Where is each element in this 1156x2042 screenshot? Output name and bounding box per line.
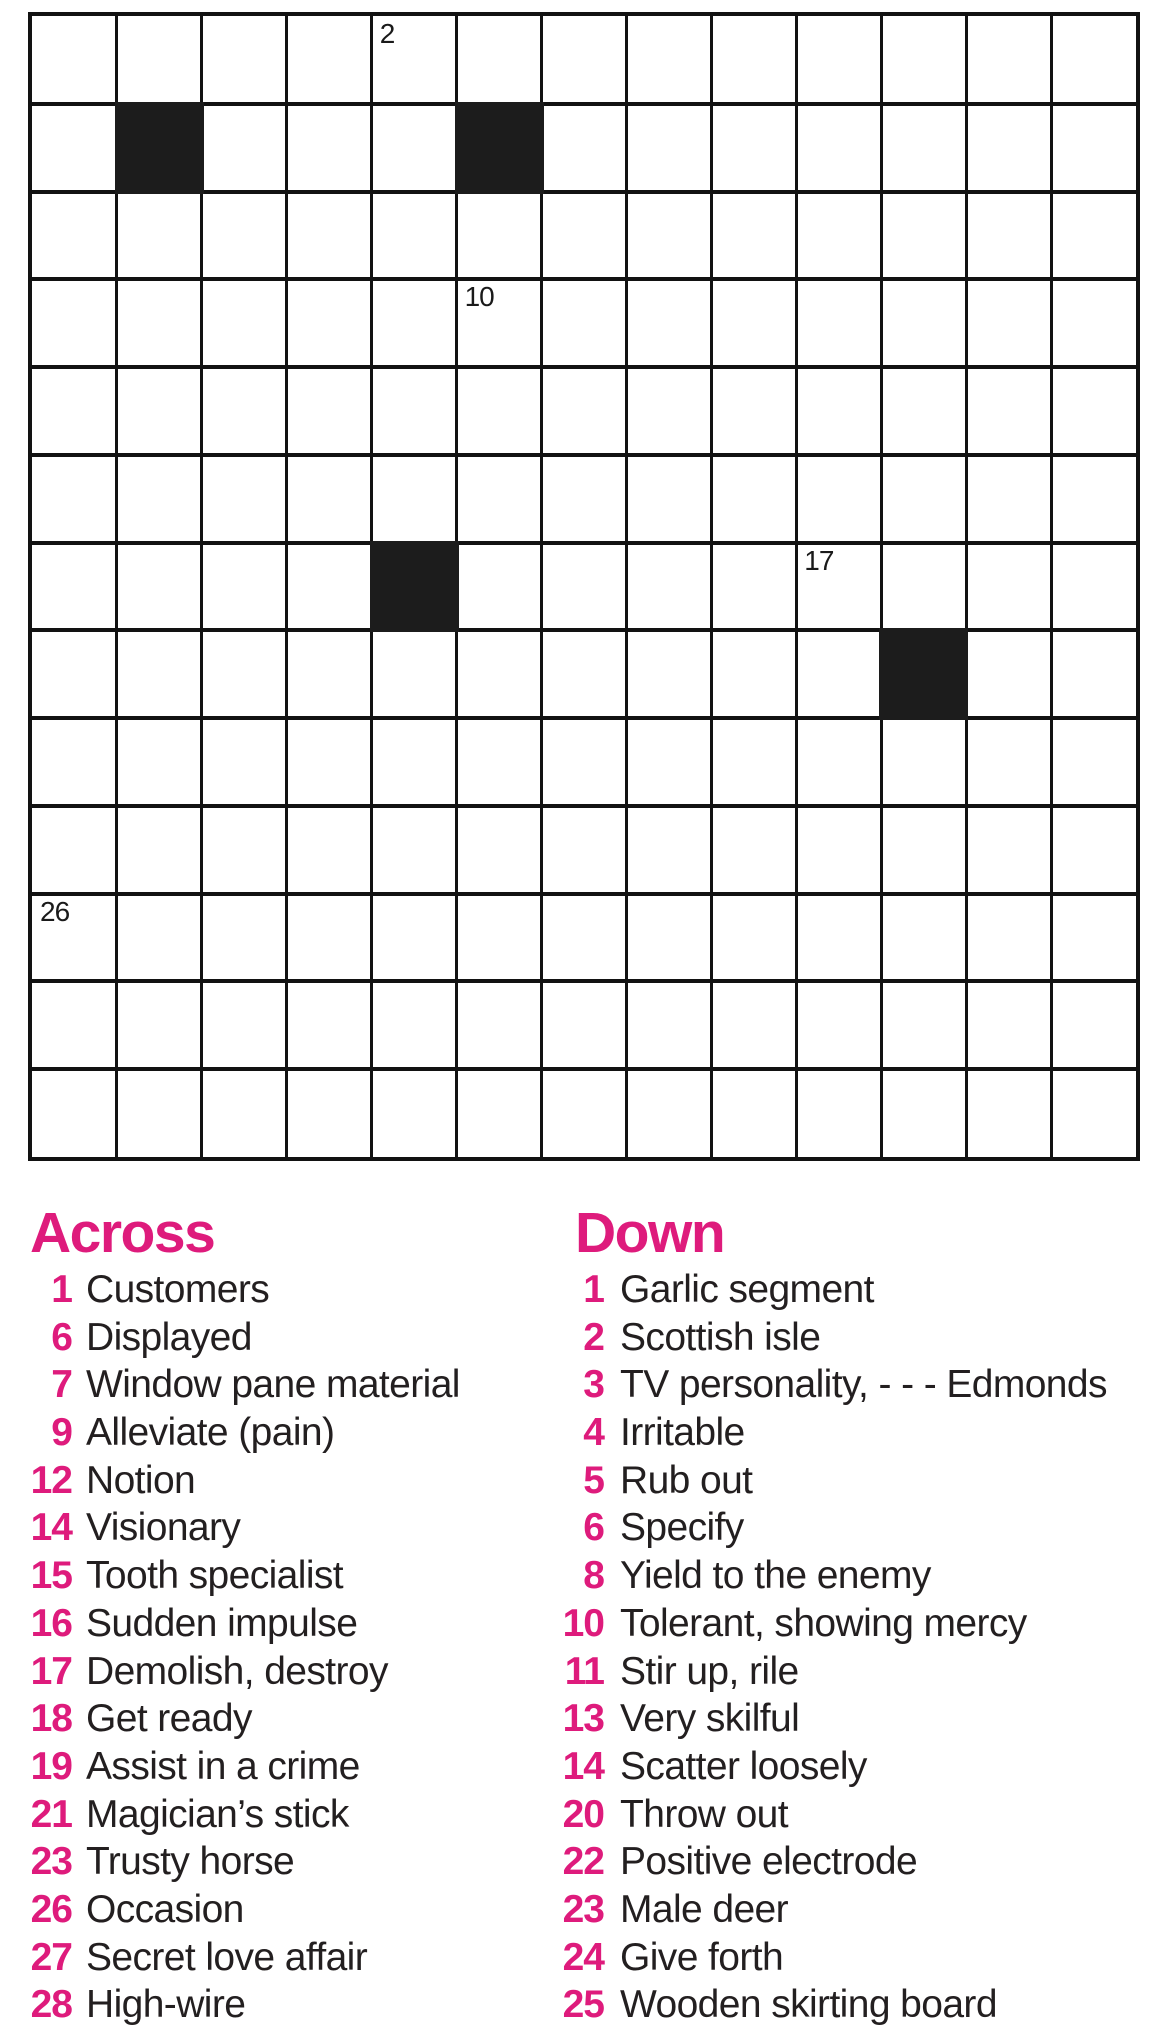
clue-text: Stir up, rile (620, 1649, 799, 1693)
grid-cell[interactable] (626, 455, 711, 543)
grid-cell[interactable] (542, 630, 627, 718)
grid-cell[interactable] (32, 192, 117, 280)
grid-cell[interactable] (711, 806, 796, 894)
grid-cell[interactable] (711, 630, 796, 718)
grid-cell[interactable] (626, 192, 711, 280)
grid-cell[interactable] (32, 455, 117, 543)
grid-cell[interactable] (117, 981, 202, 1069)
grid-cell[interactable] (457, 894, 542, 982)
grid-cell[interactable] (117, 630, 202, 718)
grid-line-horizontal (32, 277, 1136, 281)
across-clue-row (28, 1743, 548, 1791)
grid-cell[interactable] (1051, 981, 1136, 1069)
grid-cell[interactable] (117, 455, 202, 543)
grid-cell[interactable] (542, 981, 627, 1069)
grid-cell[interactable] (202, 981, 287, 1069)
grid-cell[interactable] (881, 543, 966, 631)
clue-number: 26 (30, 1887, 72, 1931)
across-clue-row (28, 1600, 548, 1648)
grid-cell[interactable] (372, 630, 457, 718)
grid-cell[interactable] (796, 894, 881, 982)
clue-number: 11 (564, 1649, 604, 1693)
grid-cell[interactable] (542, 192, 627, 280)
grid-cell[interactable] (542, 894, 627, 982)
across-clue-row (28, 1934, 548, 1982)
grid-cell[interactable] (626, 279, 711, 367)
down-clue-row (558, 1600, 1156, 1648)
grid-cell[interactable] (202, 16, 287, 104)
grid-cell[interactable] (457, 630, 542, 718)
clue-number: 2 (583, 1315, 604, 1359)
grid-cell[interactable] (32, 279, 117, 367)
grid-cell[interactable] (711, 718, 796, 806)
grid-cell[interactable] (457, 16, 542, 104)
down-clue-row (558, 1695, 1156, 1743)
grid-cell[interactable] (32, 718, 117, 806)
grid-cell[interactable] (117, 279, 202, 367)
grid-cell[interactable] (287, 104, 372, 192)
grid-cell[interactable] (287, 367, 372, 455)
grid-cell[interactable] (32, 104, 117, 192)
grid-cell[interactable] (1051, 367, 1136, 455)
grid-line-vertical (710, 16, 713, 1157)
grid-cell[interactable] (287, 718, 372, 806)
grid-cell[interactable] (202, 455, 287, 543)
clue-number: 27 (30, 1935, 72, 1979)
crossword-grid (28, 12, 1140, 1161)
grid-cell[interactable] (1051, 16, 1136, 104)
clue-text: Very skilful (620, 1697, 800, 1741)
grid-cell-number: 26 (40, 895, 70, 927)
grid-cell[interactable] (626, 806, 711, 894)
across-clue-row (28, 1457, 548, 1505)
across-clue-row (28, 1838, 548, 1886)
grid-cell[interactable] (287, 279, 372, 367)
grid-cell[interactable] (881, 894, 966, 982)
clue-text: Alleviate (pain) (86, 1411, 335, 1455)
grid-cell[interactable] (711, 1069, 796, 1157)
grid-cell[interactable] (202, 104, 287, 192)
grid-cell[interactable] (796, 981, 881, 1069)
clue-number: 1 (51, 1268, 72, 1311)
grid-cell[interactable] (32, 981, 117, 1069)
grid-cell-number: 17 (804, 544, 834, 576)
clue-text: Displayed (86, 1315, 252, 1359)
grid-cell-number: 10 (464, 281, 494, 313)
grid-cell[interactable] (1051, 104, 1136, 192)
grid-line-vertical (795, 16, 798, 1157)
grid-cell[interactable] (1051, 192, 1136, 280)
grid-cell[interactable] (966, 16, 1051, 104)
grid-cell[interactable] (542, 455, 627, 543)
grid-cell[interactable] (457, 981, 542, 1069)
clue-number: 8 (583, 1554, 604, 1598)
grid-cell-number: 2 (379, 18, 395, 49)
grid-cell[interactable] (966, 279, 1051, 367)
clue-number: 6 (51, 1315, 72, 1359)
grid-cell[interactable] (372, 894, 457, 982)
grid-cell[interactable] (117, 1069, 202, 1157)
clue-number: 14 (562, 1744, 604, 1788)
clue-text: Trusty horse (86, 1840, 295, 1884)
clue-text: Yield to the enemy (620, 1554, 931, 1598)
clue-text: Throw out (620, 1792, 789, 1836)
grid-line-horizontal (32, 716, 1136, 720)
grid-cell[interactable] (202, 192, 287, 280)
grid-cell[interactable] (372, 981, 457, 1069)
grid-cell[interactable] (626, 630, 711, 718)
grid-cell[interactable] (881, 16, 966, 104)
grid-cell[interactable] (372, 1069, 457, 1157)
clue-number: 7 (51, 1363, 72, 1407)
clue-number: 15 (30, 1554, 72, 1598)
down-clue-row (558, 1838, 1156, 1886)
grid-cell[interactable] (32, 1069, 117, 1157)
clue-number: 9 (51, 1411, 72, 1455)
grid-cell[interactable] (1051, 1069, 1136, 1157)
clue-number: 23 (562, 1887, 604, 1931)
grid-cell[interactable] (966, 367, 1051, 455)
across-clue-list (28, 1266, 548, 2029)
clue-text: Garlic segment (620, 1268, 874, 1311)
clue-text: Sudden impulse (86, 1601, 358, 1645)
grid-cell[interactable] (117, 192, 202, 280)
grid-cell[interactable] (202, 630, 287, 718)
grid-cell[interactable] (881, 104, 966, 192)
grid-cell[interactable] (202, 367, 287, 455)
across-clue-row (28, 1886, 548, 1934)
grid-cell[interactable] (372, 806, 457, 894)
grid-cell[interactable] (626, 104, 711, 192)
grid-cell[interactable] (1051, 279, 1136, 367)
grid-cell[interactable] (626, 1069, 711, 1157)
grid-cell[interactable] (202, 806, 287, 894)
grid-cell[interactable] (711, 192, 796, 280)
grid-cell[interactable] (966, 630, 1051, 718)
clue-text: Visionary (86, 1506, 241, 1550)
clue-number: 25 (562, 1983, 604, 2027)
clue-text: Magician’s stick (86, 1792, 349, 1836)
grid-cell-black (370, 541, 459, 633)
clue-text: Demolish, destroy (86, 1649, 388, 1693)
grid-line-vertical (1050, 16, 1053, 1157)
grid-cell[interactable] (711, 104, 796, 192)
clue-number: 12 (30, 1458, 72, 1502)
grid-cell[interactable] (117, 367, 202, 455)
across-heading: Across (30, 1201, 215, 1265)
grid-cell[interactable] (542, 543, 627, 631)
clue-text: Occasion (86, 1887, 244, 1931)
clue-text: Irritable (620, 1411, 745, 1455)
down-clue-row (558, 1457, 1156, 1505)
grid-cell[interactable] (966, 806, 1051, 894)
grid-line-horizontal (32, 892, 1136, 896)
grid-cell[interactable] (542, 806, 627, 894)
grid-line-vertical (625, 16, 628, 1157)
grid-cell[interactable] (287, 630, 372, 718)
down-clue-row (558, 1648, 1156, 1696)
grid-cell[interactable] (117, 16, 202, 104)
grid-cell[interactable] (202, 894, 287, 982)
clue-number: 17 (30, 1649, 72, 1693)
grid-cell[interactable] (542, 367, 627, 455)
grid-cell[interactable] (372, 104, 457, 192)
clue-number: 5 (583, 1458, 604, 1502)
grid-cell[interactable] (711, 367, 796, 455)
grid-line-vertical (285, 16, 288, 1157)
grid-line-horizontal (32, 541, 1136, 545)
clue-number: 28 (30, 1983, 72, 2027)
clue-text: Male deer (620, 1887, 789, 1931)
clue-text: Customers (86, 1268, 270, 1311)
clue-text: Scatter loosely (620, 1744, 867, 1788)
grid-cell[interactable] (372, 455, 457, 543)
down-clue-row (558, 1981, 1156, 2029)
grid-cell[interactable] (457, 543, 542, 631)
clue-text: Tolerant, showing mercy (620, 1601, 1027, 1645)
grid-line-horizontal (32, 453, 1136, 457)
across-clue-row (28, 1361, 548, 1409)
grid-cell[interactable] (796, 1069, 881, 1157)
grid-cell[interactable] (966, 192, 1051, 280)
grid-cell[interactable] (32, 806, 117, 894)
grid-cell[interactable] (626, 981, 711, 1069)
down-clue-row (558, 1743, 1156, 1791)
across-clue-row (28, 1791, 548, 1839)
grid-cell[interactable] (1051, 894, 1136, 982)
grid-cell-black (455, 102, 544, 194)
grid-cell[interactable] (117, 894, 202, 982)
grid-cell[interactable] (457, 806, 542, 894)
across-clues-section (28, 1201, 548, 2029)
clue-number: 21 (30, 1792, 72, 1836)
grid-cell[interactable] (542, 1069, 627, 1157)
clue-number: 18 (30, 1697, 72, 1741)
grid-cell[interactable] (881, 981, 966, 1069)
down-clue-row (558, 1361, 1156, 1409)
grid-cell[interactable] (711, 894, 796, 982)
across-clue-row (28, 1504, 548, 1552)
grid-cell[interactable] (711, 543, 796, 631)
grid-cell[interactable] (542, 279, 627, 367)
clue-number: 1 (583, 1268, 604, 1311)
grid-cell[interactable] (32, 16, 117, 104)
grid-cell[interactable] (966, 718, 1051, 806)
grid-cell[interactable] (542, 16, 627, 104)
clue-text: TV personality, - - - Edmonds (620, 1363, 1107, 1407)
grid-cell[interactable] (626, 16, 711, 104)
grid-cell[interactable] (32, 367, 117, 455)
grid-cell[interactable] (32, 630, 117, 718)
clue-number: 10 (562, 1601, 604, 1645)
grid-cell[interactable] (287, 806, 372, 894)
grid-cell[interactable] (881, 1069, 966, 1157)
grid-cell[interactable] (626, 367, 711, 455)
down-clues-section (558, 1201, 1156, 2029)
grid-cell[interactable] (117, 543, 202, 631)
clue-text: Specify (620, 1506, 744, 1550)
grid-cell[interactable] (457, 1069, 542, 1157)
grid-cell[interactable] (796, 630, 881, 718)
clue-text: Secret love affair (86, 1935, 368, 1979)
grid-cell[interactable] (457, 367, 542, 455)
clue-text: Wooden skirting board (620, 1983, 997, 2027)
grid-cell[interactable] (117, 806, 202, 894)
grid-cell[interactable] (881, 455, 966, 543)
grid-cell[interactable] (881, 718, 966, 806)
across-clue-row (28, 1981, 548, 2029)
grid-cell[interactable] (1051, 455, 1136, 543)
across-clue-row (28, 1266, 548, 1314)
clue-number: 20 (562, 1792, 604, 1836)
grid-cell[interactable] (542, 718, 627, 806)
grid-cell[interactable] (711, 16, 796, 104)
grid-cell[interactable] (372, 367, 457, 455)
grid-cell[interactable] (881, 279, 966, 367)
grid-line-horizontal (32, 804, 1136, 808)
grid-cell[interactable] (287, 1069, 372, 1157)
clue-number: 6 (583, 1506, 604, 1550)
grid-cell[interactable] (796, 455, 881, 543)
grid-cell[interactable] (457, 455, 542, 543)
grid-line-vertical (965, 16, 968, 1157)
grid-cell[interactable] (966, 104, 1051, 192)
grid-cell[interactable] (1051, 543, 1136, 631)
down-clue-row (558, 1314, 1156, 1362)
down-clue-row (558, 1934, 1156, 1982)
down-clue-row (558, 1552, 1156, 1600)
clue-number: 4 (583, 1411, 604, 1455)
grid-cell[interactable] (1051, 630, 1136, 718)
down-clue-list (558, 1266, 1156, 2029)
grid-cell[interactable] (457, 192, 542, 280)
grid-line-horizontal (32, 365, 1136, 369)
clue-number: 19 (30, 1744, 72, 1788)
grid-cell[interactable] (881, 806, 966, 894)
clue-number: 14 (30, 1506, 72, 1550)
grid-cell[interactable] (966, 981, 1051, 1069)
grid-cell[interactable] (287, 894, 372, 982)
grid-line-horizontal (32, 628, 1136, 632)
grid-cell[interactable] (372, 279, 457, 367)
grid-cell[interactable] (796, 104, 881, 192)
grid-cell[interactable] (287, 455, 372, 543)
grid-cell[interactable] (626, 718, 711, 806)
across-clue-row (28, 1695, 548, 1743)
clue-number: 16 (30, 1601, 72, 1645)
grid-cell[interactable] (796, 279, 881, 367)
grid-cell[interactable] (202, 279, 287, 367)
grid-cell[interactable] (287, 981, 372, 1069)
grid-cell[interactable] (626, 543, 711, 631)
grid-cell[interactable] (542, 104, 627, 192)
across-clue-row (28, 1314, 548, 1362)
grid-cell[interactable] (881, 367, 966, 455)
down-clue-row (558, 1791, 1156, 1839)
down-heading: Down (575, 1201, 725, 1265)
grid-line-horizontal (32, 1067, 1136, 1071)
clue-text: Give forth (620, 1935, 784, 1979)
clue-text: Scottish isle (620, 1315, 821, 1359)
grid-cell[interactable] (966, 455, 1051, 543)
clue-number: 23 (30, 1840, 72, 1884)
down-clue-row (558, 1886, 1156, 1934)
clue-text: Get ready (86, 1697, 252, 1741)
clue-number: 24 (562, 1935, 604, 1979)
grid-cell[interactable] (966, 1069, 1051, 1157)
clue-text: Notion (86, 1458, 196, 1502)
grid-cell[interactable] (711, 279, 796, 367)
clue-text: Window pane material (86, 1363, 460, 1407)
grid-cell[interactable] (32, 543, 117, 631)
across-clue-row (28, 1409, 548, 1457)
clue-text: Rub out (620, 1458, 753, 1502)
clue-number: 22 (562, 1840, 604, 1884)
grid-cell[interactable] (796, 192, 881, 280)
grid-cell[interactable] (202, 718, 287, 806)
grid-line-vertical (880, 16, 883, 1157)
across-clue-row (28, 1648, 548, 1696)
grid-cell[interactable] (372, 192, 457, 280)
grid-cell[interactable] (457, 718, 542, 806)
grid-cell[interactable] (626, 894, 711, 982)
grid-cell[interactable] (796, 367, 881, 455)
across-clue-row (28, 1552, 548, 1600)
clue-text: Tooth specialist (86, 1554, 344, 1598)
grid-cell[interactable] (287, 543, 372, 631)
grid-cell[interactable] (117, 718, 202, 806)
down-clue-row (558, 1504, 1156, 1552)
grid-cell[interactable] (796, 16, 881, 104)
grid-cell[interactable] (966, 894, 1051, 982)
grid-cell[interactable] (796, 718, 881, 806)
grid-cell[interactable] (711, 981, 796, 1069)
grid-cell[interactable] (1051, 806, 1136, 894)
down-clue-row (558, 1409, 1156, 1457)
grid-cell[interactable] (202, 1069, 287, 1157)
clue-text: High-wire (86, 1983, 246, 2027)
grid-cell[interactable] (881, 192, 966, 280)
grid-cell[interactable] (372, 718, 457, 806)
grid-cell-black (115, 102, 204, 194)
grid-cell[interactable] (202, 543, 287, 631)
grid-cell[interactable] (287, 16, 372, 104)
grid-cell-black (879, 628, 968, 720)
clue-text: Assist in a crime (86, 1744, 360, 1788)
grid-cell[interactable] (796, 806, 881, 894)
clue-number: 3 (583, 1363, 604, 1407)
clue-text: Positive electrode (620, 1840, 918, 1884)
clue-number: 13 (562, 1697, 604, 1741)
grid-line-horizontal (32, 979, 1136, 983)
grid-cell[interactable] (966, 543, 1051, 631)
grid-cell[interactable] (287, 192, 372, 280)
grid-cell[interactable] (711, 455, 796, 543)
down-clue-row (558, 1266, 1156, 1314)
grid-cell[interactable] (1051, 718, 1136, 806)
